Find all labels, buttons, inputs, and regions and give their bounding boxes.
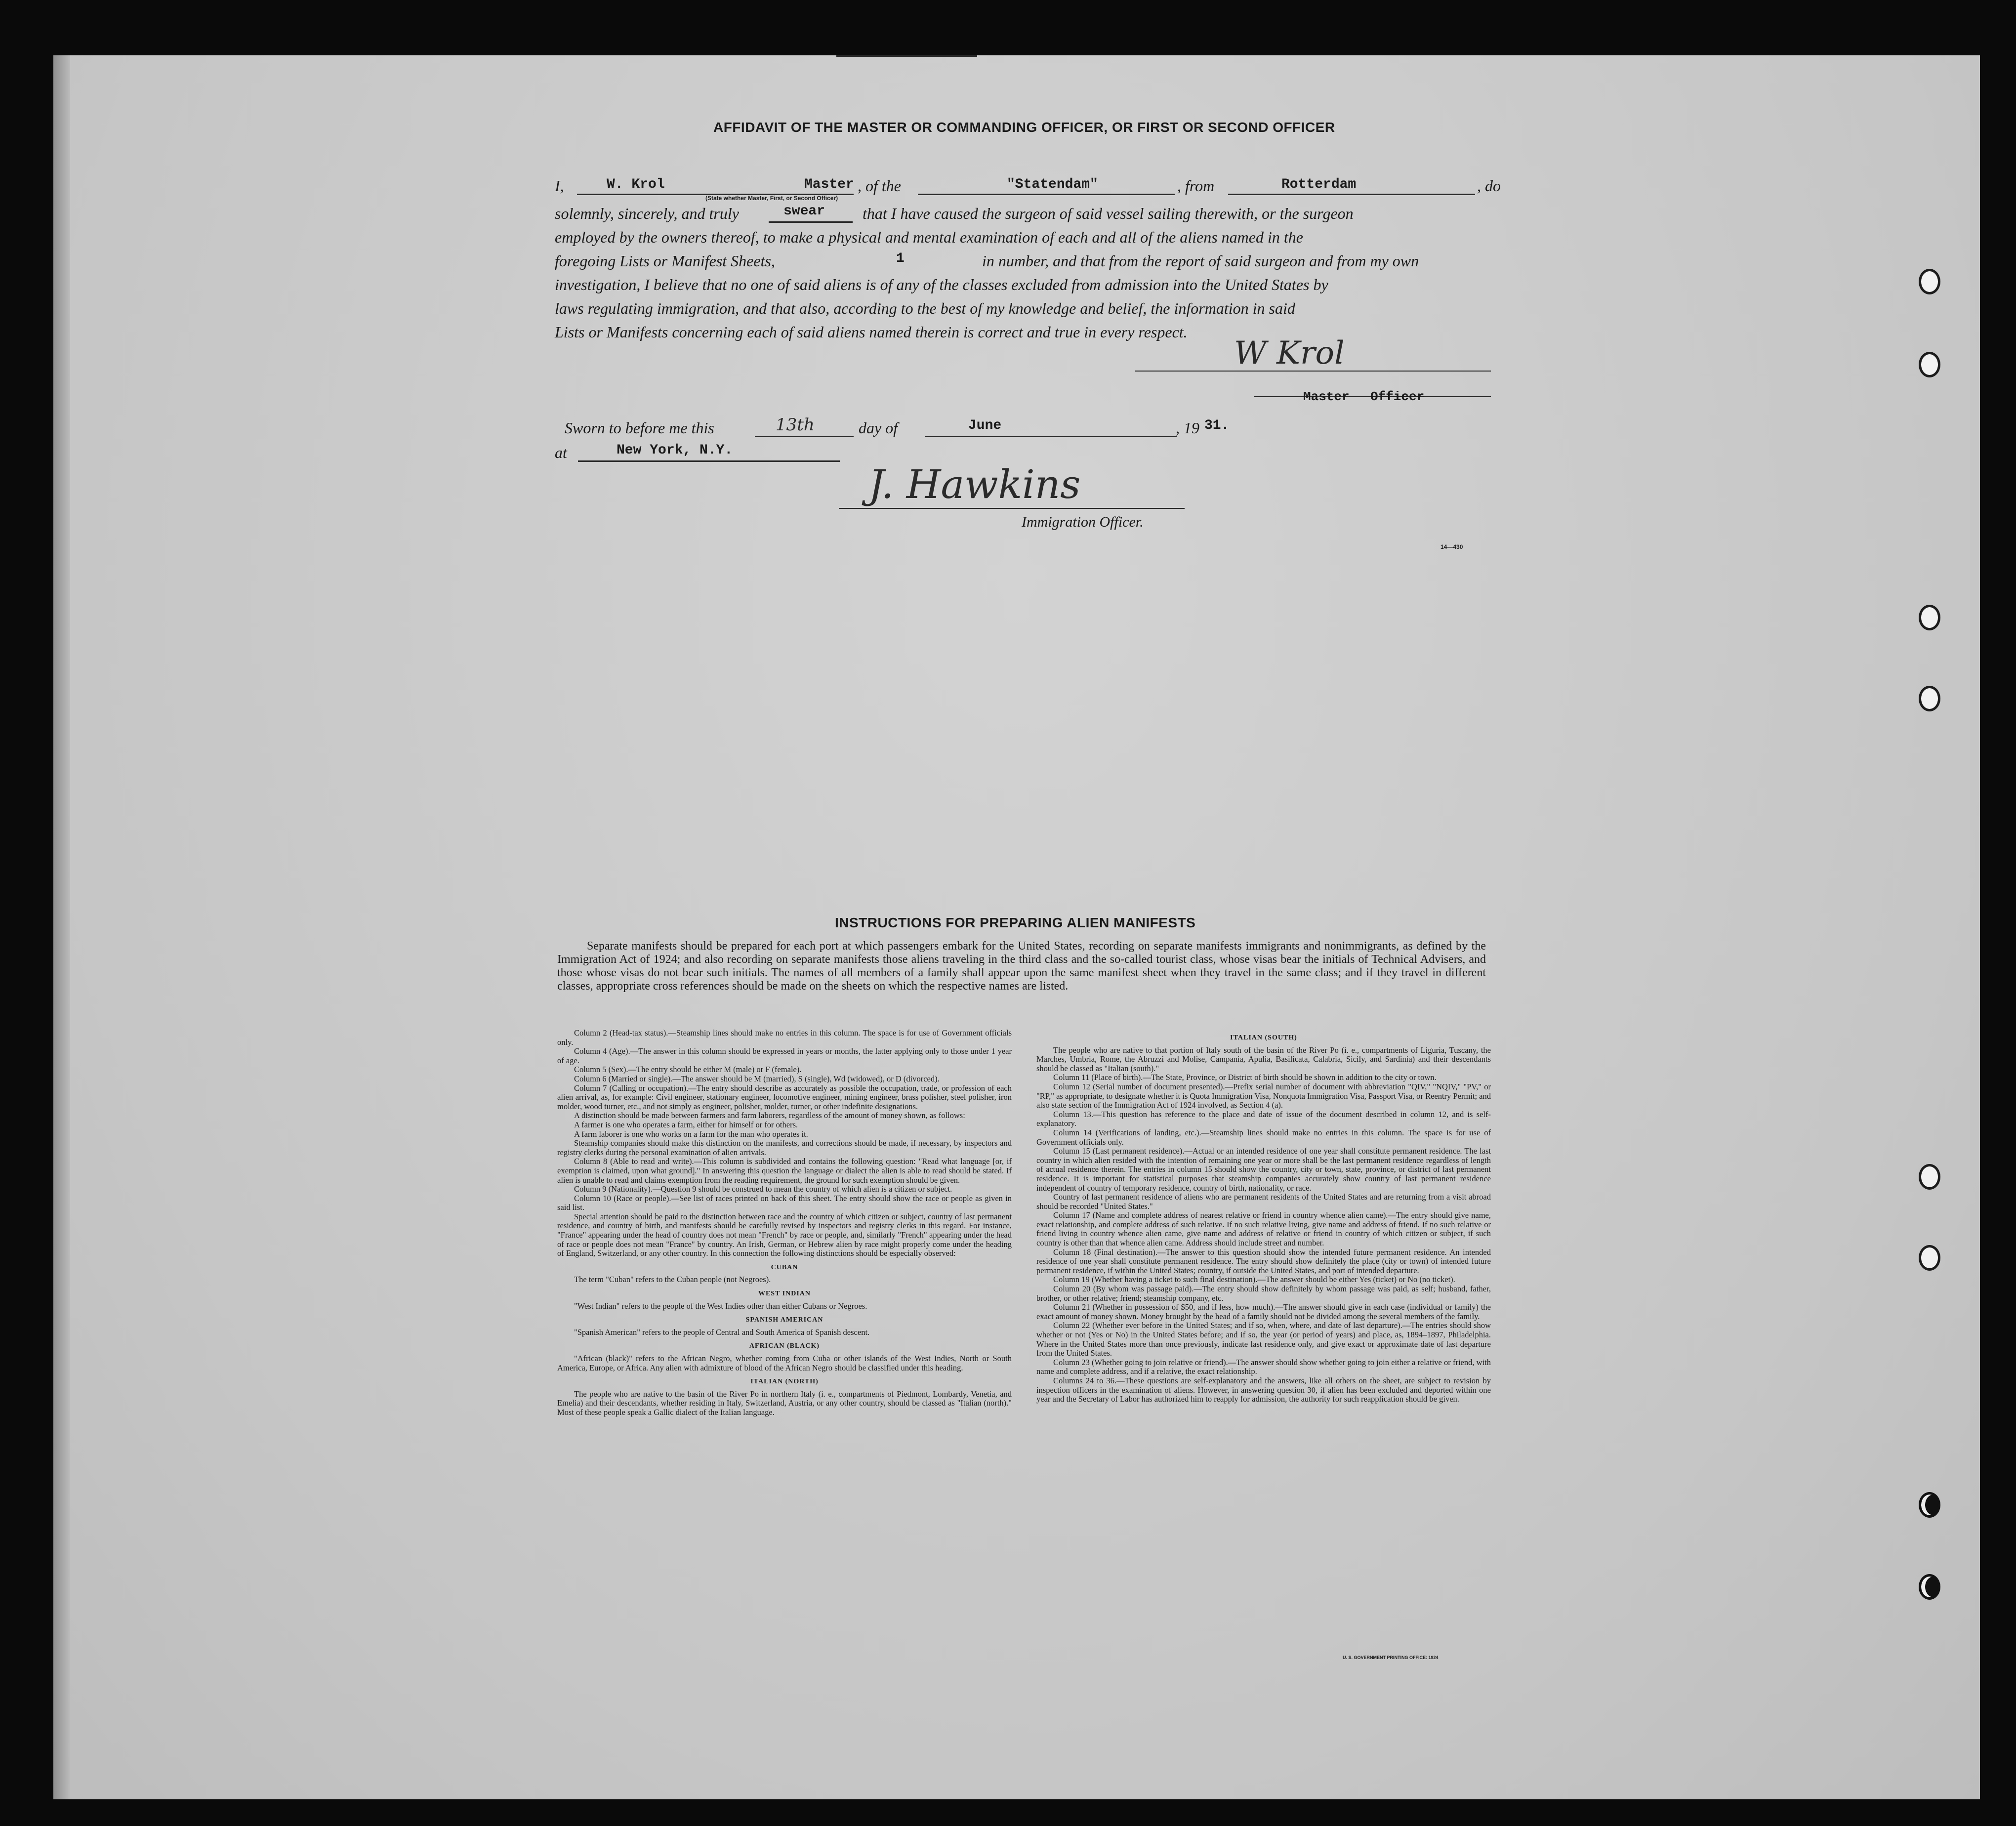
instruction-paragraph: Columns 24 to 36.—These questions are self-explanatory and the answers, like all others on the sheet, are subject to revision by inspection officers in the examination of aliens. However, in answering question 30, if alien has been excluded and deported within one year and the Secretary of Labor has authorized him to reapply for admission, the authority for such reapplication should be given. [1036,1375,1491,1404]
affidavit-line-6: laws regulating immigration, and that also, according to the best of my knowledge and belief, the information in said [555,299,1295,317]
section-heading: CUBAN [771,1263,798,1271]
solemnly-label: solemnly, sincerely, and truly [555,205,739,222]
instruction-paragraph: Column 11 (Place of birth).—The State, Province, or District of birth should be shown in addition to the city or town. [1053,1073,1437,1082]
instruction-paragraph: Column 14 (Verifications of landing, etc.).—Steamship lines should make no entries in this column. The space is for use of Government officials only. [1036,1127,1491,1147]
master-signature: W Krol [1234,335,1345,372]
affidavit-line-4-start: foregoing Lists or Manifest Sheets, [555,252,775,270]
punch-hole-icon [1919,1245,1940,1271]
instruction-paragraph: The people who are native to that portion of Italy south of the basin of the River Po (i. e., compartments of Liguria, Tuscany, the Marches, Umbria, Rome, the Abruzzi and Molise, Campania, Apulia, Basilicata, Calabria, Sicily, and Sardinia) and their descendants should be classed as "Italian (south)." [1036,1045,1491,1073]
from-label: , from [1177,177,1215,195]
instruction-paragraph: Column 18 (Final destination).—The answer to this question should show the intended future permanent residence. An intended residence of one year shall constitute permanent residence. The entry should show definitely the place (city or town) of intended future permanent residence, if within the United States; country, if outside the United States, and port of intended departure. [1036,1247,1491,1275]
instruction-paragraph: Column 4 (Age).—The answer in this column should be expressed in years or months, the latter applying only to those under 1 year of age. [557,1046,1012,1065]
instruction-paragraph: Column 20 (By whom was passage paid).—The entry should show definitely by whom passage was paid, as self; husband, father, brother, or other relative; friend; steamship company, etc. [1036,1284,1491,1303]
instruction-paragraph: Column 10 (Race or people).—See list of races printed on back of this sheet. The entry should show the race or people as given in said list. [557,1193,1012,1212]
printing-office: U. S. GOVERNMENT PRINTING OFFICE: 1924 [1343,1655,1439,1660]
instruction-paragraph: Column 8 (Able to read and write).—This column is subdivided and contains the following question: "Read what language [or, if exemption is claimed, upon what ground]." In answering this question the language or dialect the alien is able to read should be stated. If alien is unable to read and claims exemption from the reading requirement, the ground for such exemption should be given. [557,1157,1012,1185]
instruction-paragraph: Column 23 (Whether going to join relative or friend).—The answer should show whether going to join either a relative or friend, with name and complete address, and if a relative, the exact relationship. [1036,1357,1491,1376]
instruction-paragraph: Column 12 (Serial number of document presented).—Prefix serial number of document with abbreviation "QIV," "NQIV," "PV," or "RP," as appropriate, to designate whether it is Quota Immigration Visa, Nonquota Immigration Visa, Passport Visa, or Reentry Permit; and also state section of the Immigration Act of 1924 involved, as Section 4 (a). [1036,1081,1491,1110]
manifest-sheet [53,55,1980,1799]
of-the-label: , of the [858,177,901,195]
instructions-right-column [1036,1029,1491,1404]
signature-title-struck: Officer [1370,389,1425,404]
instruction-paragraph: Country of last permanent residence of aliens who are permanent residents of the United States and are returning from a visit abroad should be recorded "United States." [1036,1192,1491,1211]
form-number: 14—430 [1440,543,1463,550]
do-label: , do [1477,177,1501,195]
at-label: at [555,444,567,461]
punch-hole-icon [1919,1492,1940,1518]
instructions-intro: Separate manifests should be prepared for each port at which passengers embark for the United States, recording on separate manifests immigrants and nonimmigrants, as defined by the Immigration Act of 1924; and also recording on separate manifests those aliens traveling in the third class and the so-called tourist class, whose visas bear the initials of Technical Advisers, and those whose visas do not bear such initials. The names of all members of a family shall appear upon the same manifest sheet when they travel in the same class; and if they travel in different classes, appropriate cross references should be made on the sheets on which the respective names are listed. [557,940,1486,993]
year-prefix: , 19 [1176,419,1199,437]
instruction-paragraph: Special attention should be paid to the distinction between race and the country of which citizen or subject, country of last permanent residence, and country of birth, and manifests should be carefully revised by inspectors and registry clerks in this regard. For instance, "France" appearing under the head of country does not mean "French" by race or people, and, similarly "French" appearing under the head of race or people does not mean "France" by country. An Irish, German, or Hebrew alien by race might properly come under the heading of England, Switzerland, or any other country. In this connection the following distinctions should be especially observed: [557,1211,1012,1258]
instruction-paragraph: A farmer is one who operates a farm, either for himself or for others. [574,1120,798,1129]
section-text: The term "Cuban" refers to the Cuban people (not Negroes). [574,1275,771,1285]
punch-hole-icon [1919,686,1940,711]
instruction-paragraph: Steamship companies should make this distinction on the manifests, and corrections should be made, if necessary, by inspectors and registry clerks during the personal examination of alien arrivals. [557,1138,1012,1157]
affidavit-i: I, [555,177,564,195]
sworn-day: 13th [776,415,815,435]
instruction-paragraph: Column 22 (Whether ever before in the United States; and if so, when, where, and date of last departure).—The entries should show whether or not (Yes or No) in the United States before; and if so, the year (or period of years) and place, as, 1894–1897, Philadelphia. Where in the United States more than once previously, indicate last residence only, and give exact or approximate date of last departure from the United States. [1036,1321,1491,1358]
affidavit-line-3: employed by the owners thereof, to make a physical and mental examination of each and all of the aliens named in the [555,228,1303,246]
instruction-paragraph: Column 13.—This question has reference to the place and date of issue of the document described in column 12, and is self-explanatory. [1036,1109,1491,1128]
instruction-paragraph: Column 9 (Nationality).—Question 9 should be construed to mean the country of which alien is a citizen or subject. [574,1184,952,1194]
day-of-label: day of [859,419,898,437]
sworn-place: New York, N.Y. [617,443,733,458]
sworn-month: June [968,418,1002,433]
section-text: "African (black)" refers to the African Negro, whether coming from Cuba or other islands of the West Indies, North or South America, Europe, or Africa. Any alien with admixture of blood of the African Negro should be classified under this heading. [557,1354,1012,1372]
affidavit-line-7: Lists or Manifests concerning each of said aliens named therein is correct and true in every respect. [555,323,1188,341]
section-heading: ITALIAN (NORTH) [750,1378,819,1386]
binding-edge [53,55,70,1799]
affidavit-line-4-rest: in number, and that from the report of said surgeon and from my own [982,252,1419,270]
port-of-departure: Rotterdam [1281,177,1357,192]
section-text: "West Indian" refers to the people of the West Indies other than either Cubans or Negroes. [574,1301,867,1311]
affidavit-line-5: investigation, I believe that no one of said aliens is of any of the classes excluded from admission into the United States by [555,276,1328,293]
instruction-paragraph: Column 17 (Name and complete address of nearest relative or friend in country whence alien came).—The entry should give name, exact relationship, and complete address of such relative. If no such relative living, give name and address of friend. If no such relative or friend living in country whence alien came, give name and address of relative or friend in country of which citizen or subject, if such country is other than that whence alien came. Address should include street and number. [1036,1210,1491,1248]
officer-signature: J. Hawkins [868,461,1081,507]
section-heading: AFRICAN (BLACK) [749,1342,820,1350]
instructions-left-column [557,1029,1012,1417]
instruction-paragraph: Column 21 (Whether in possession of $50, and if less, how much).—The answer should give in each case (individual or family) the exact amount of money shown. Money brought by the head of a family should not be divided among the several members of the family. [1036,1302,1491,1321]
master-name: W. Krol [607,177,665,192]
punch-hole-icon [1919,269,1940,294]
section-heading: SPANISH AMERICAN [745,1316,823,1324]
instruction-paragraph: Column 7 (Calling or occupation).—The entry should describe as accurately as possible the occupation, trade, or profession of each alien arrival, as, for example: Civil engineer, stationary engineer, locomotive engineer, mining engineer, brass polisher, steel polisher, iron molder, wood turner, etc., and not simply as engineer, polisher, molder, turner, or other indefinite designations. [557,1083,1012,1111]
instruction-paragraph: Column 2 (Head-tax status).—Steamship lines should make no entries in this column. The space is for use of Government officials only. [557,1028,1012,1047]
section-heading: WEST INDIAN [758,1290,811,1298]
affidavit-title: AFFIDAVIT OF THE MASTER OR COMMANDING OFFICER, OR FIRST OR SECOND OFFICER [713,120,1335,135]
instruction-paragraph: Column 15 (Last permanent residence).—Actual or an intended residence of one year shall constitute permanent residence. The last country in which alien resided with the intention of remaining one year or more shall be the last permanent residence regardless of length of actual residence therein. The entries in column 15 should show the country, city or town, state, province, or district of last permanent residence. It is important for statistical purposes that steamship companies accurately show country of last permanent residence independent of country of temporary residence, country of birth, nationality, or race. [1036,1146,1491,1193]
punch-hole-icon [1919,1164,1940,1190]
sworn-label: Sworn to before me this [565,419,714,437]
instruction-paragraph: Column 19 (Whether having a ticket to such final destination).—The answer should be either Yes (ticket) or No (no ticket). [1053,1275,1455,1285]
oath-type: swear [783,204,825,219]
signature-title: Master [1303,389,1350,404]
punch-hole-icon [1919,352,1940,377]
instruction-paragraph: A distinction should be made between farmers and farm laborers, regardless of the amount of money shown, as follows: [574,1111,965,1120]
instruction-paragraph: A farm laborer is one who works on a farm for the man who operates it. [574,1129,808,1139]
vessel-name: "Statendam" [1007,177,1098,192]
rank-note: (State whether Master, First, or Second Officer) [705,195,838,202]
instruction-paragraph: Column 5 (Sex).—The entry should be either M (male) or F (female). [574,1065,802,1075]
punch-hole-icon [1919,605,1940,630]
instructions-title: INSTRUCTIONS FOR PREPARING ALIEN MANIFESTS [835,915,1196,930]
sworn-year: 31. [1204,418,1230,433]
master-rank: Master [804,177,854,192]
section-heading: ITALIAN (SOUTH) [1230,1034,1297,1041]
sheet-count: 1 [896,251,905,266]
affidavit-line-2: that I have caused the surgeon of said vessel sailing therewith, or the surgeon [863,205,1354,222]
officer-title: Immigration Officer. [1022,514,1144,530]
instruction-paragraph: Column 6 (Married or single).—The answer should be M (married), S (single), Wd (widowed), or D (divorced). [574,1074,940,1083]
section-text: "Spanish American" refers to the people of Central and South America of Spanish descent. [574,1327,870,1337]
punch-hole-icon [1919,1574,1940,1600]
section-text: The people who are native to the basin of the River Po in northern Italy (i. e., compartments of Piedmont, Lombardy, Venetia, and Emelia) and their descendants, whether residing in Italy, Switzerland, Austria, or any other country, should be classed as "Italian (north)." Most of these people speak a Gallic dialect of the Italian language. [557,1389,1012,1417]
